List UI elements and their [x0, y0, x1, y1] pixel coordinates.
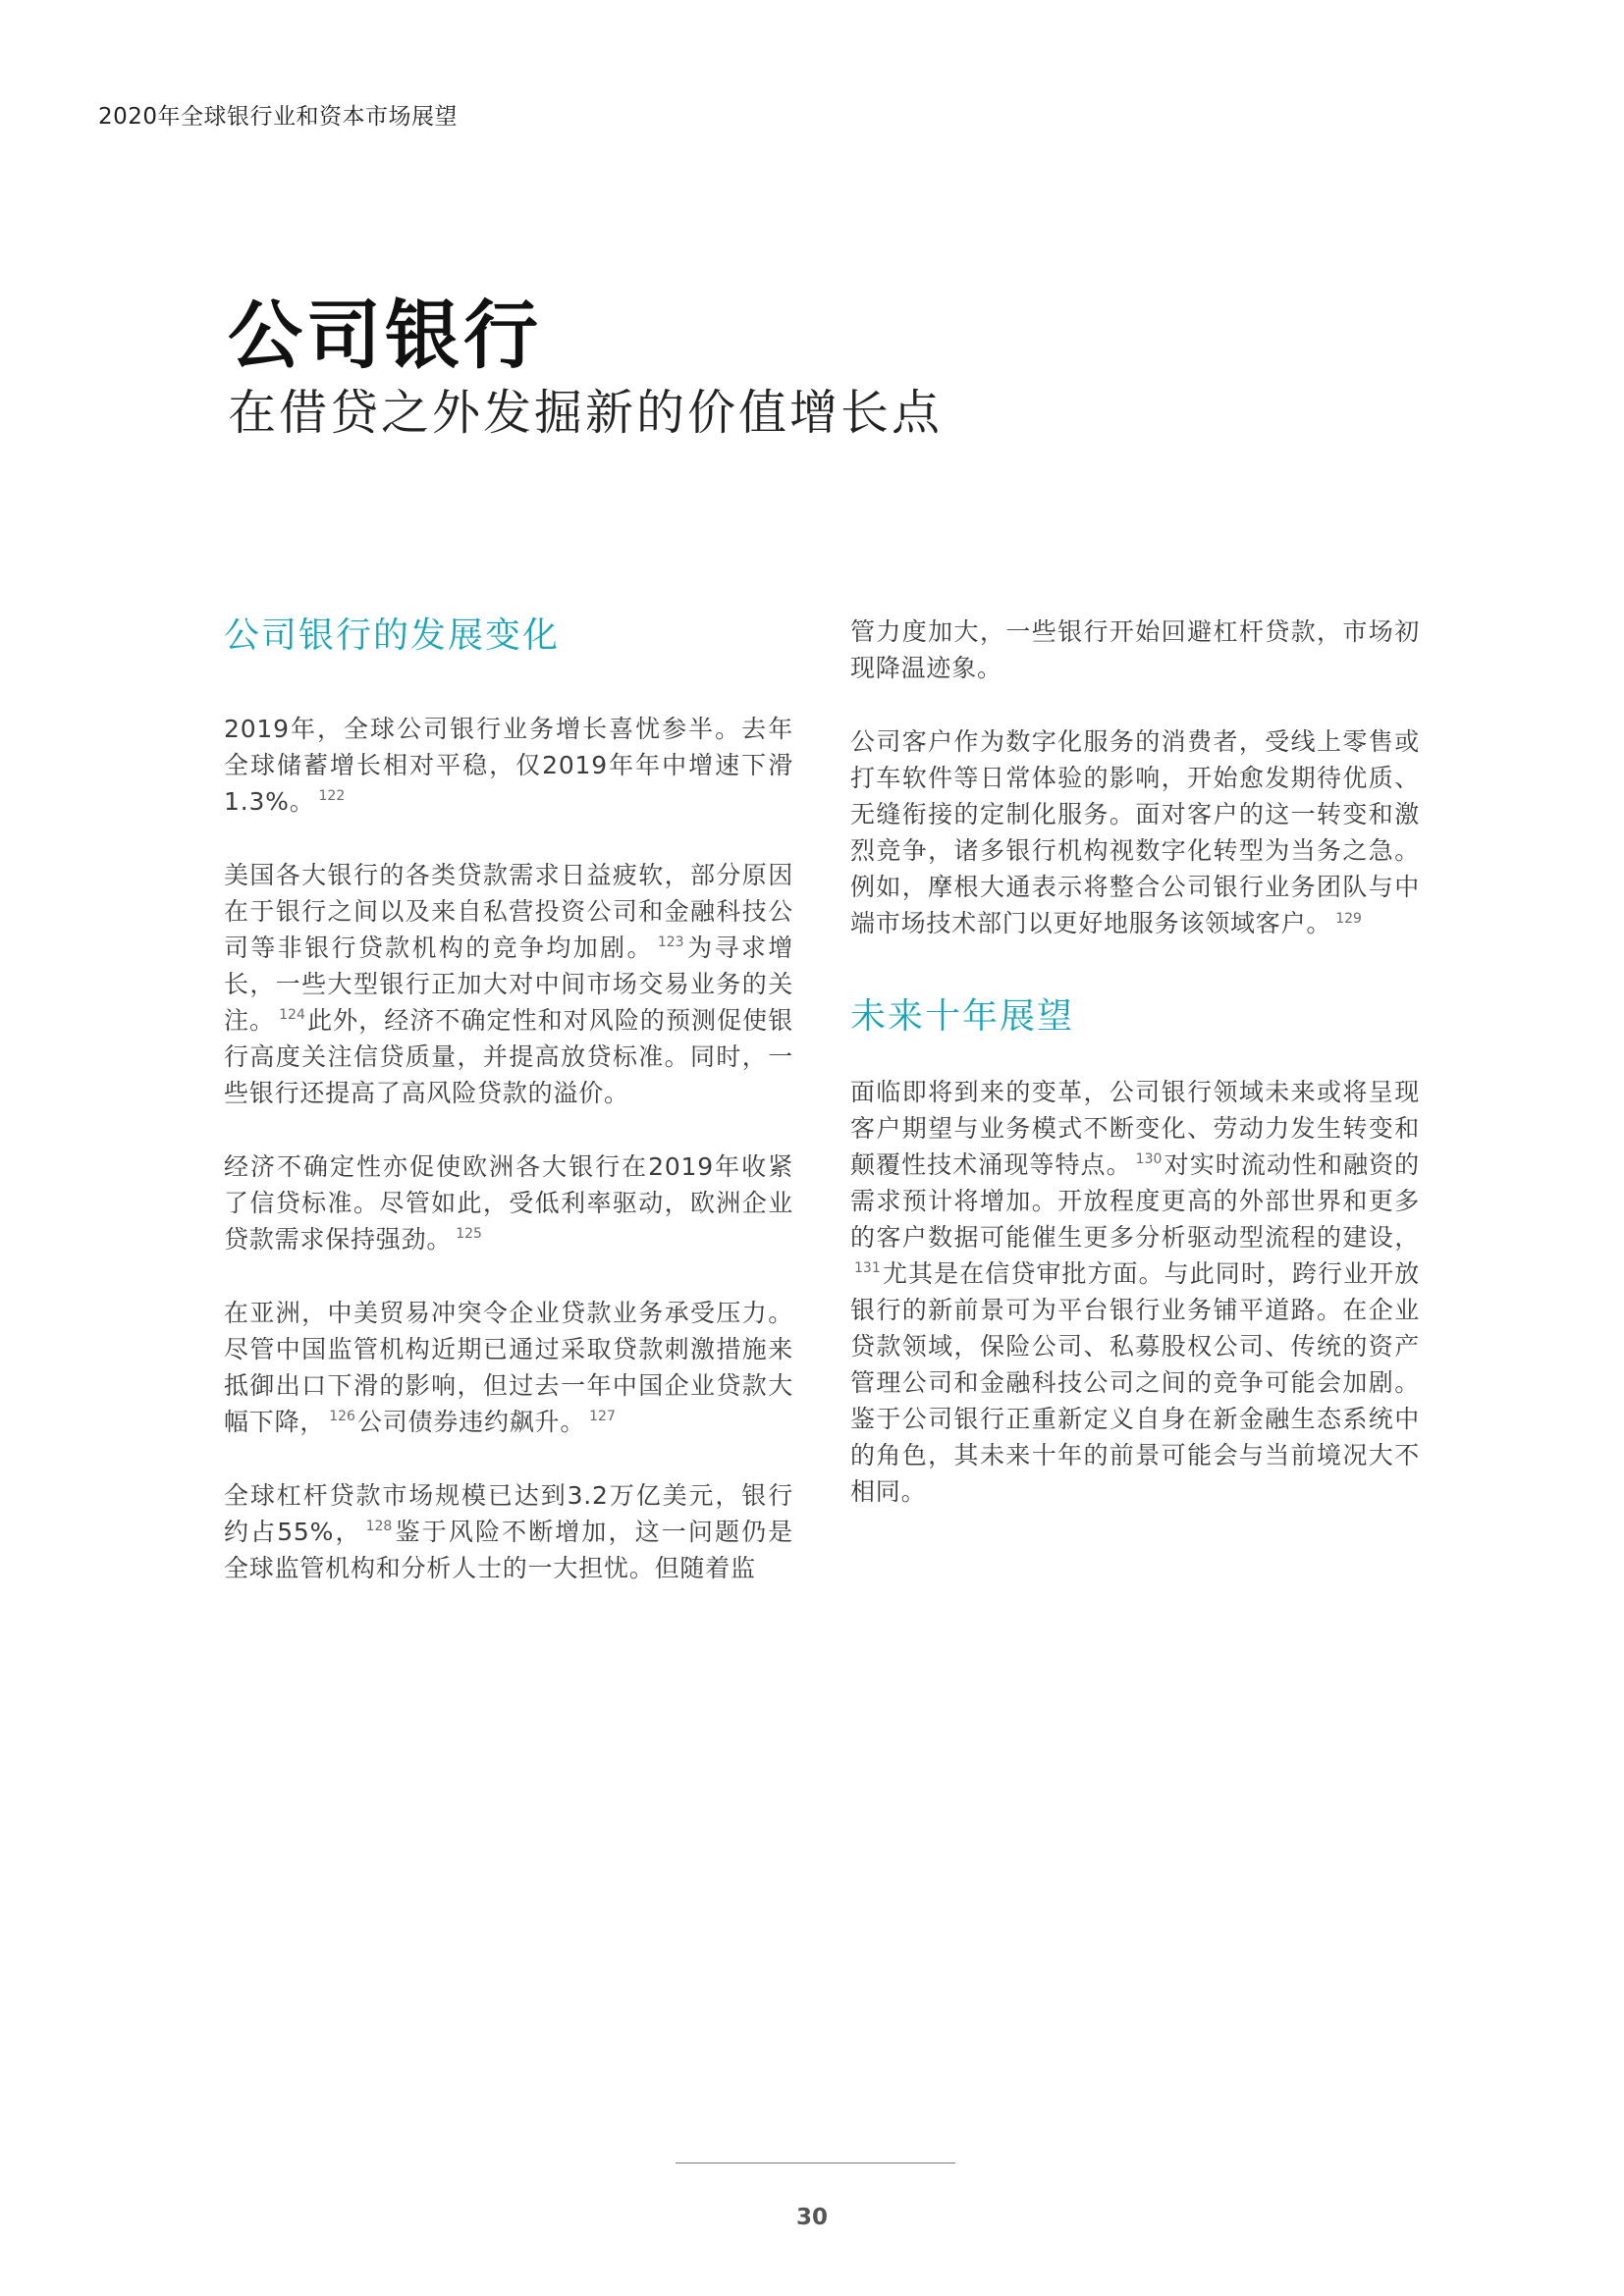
- paragraph: [224, 711, 793, 820]
- footnote-ref: 123: [657, 934, 684, 951]
- paragraph: [850, 1074, 1420, 1510]
- paragraph-text: 面临即将到来的变革，公司银行领域未来或将呈现客户期望与业务模式不断变化、劳动力发生转变和颠覆性技术涌现等特点。: [850, 1077, 1420, 1179]
- page-number: 30: [795, 2205, 828, 2230]
- paragraph: [850, 614, 1420, 686]
- title-block: [228, 294, 943, 442]
- paragraph-text: 经济不确定性亦促使欧洲各大银行在2019年收紧了信贷标准。尽管如此，受低利率驱动，欧洲企业贷款需求保持强劲。: [224, 1151, 793, 1254]
- footnote-ref: 124: [279, 1007, 305, 1024]
- running-header: 2020年全球银行业和资本市场展望: [98, 104, 459, 130]
- footnote-ref: 126: [329, 1409, 355, 1425]
- paragraph-text: 公司客户作为数字化服务的消费者，受线上零售或打车软件等日常体验的影响，开始愈发期待优质、无缝衔接的定制化服务。面对客户的这一转变和激烈竞争，诸多银行机构视数字化转型为当务之急。例如，摩根大通表示将整合公司银行业务团队与中端市场技术部门以更好地服务该领域客户。: [850, 727, 1420, 937]
- paragraph: [224, 1295, 793, 1440]
- right-column: [850, 614, 1420, 1547]
- paragraph-text: 2019年，全球公司银行业务增长喜忧参半。去年全球储蓄增长相对平稳，仅2019年年中增速下滑1.3%。: [224, 714, 793, 816]
- paragraph-text: 此外，经济不确定性和对风险的预测促使银行高度关注信贷质量，并提高放贷标准。同时，一些银行还提高了高风险贷款的溢价。: [224, 1005, 793, 1107]
- footnote-ref: 129: [1335, 910, 1362, 927]
- paragraph-text: 公司债券违约飙升。: [356, 1407, 586, 1436]
- page-title: 公司银行: [228, 292, 542, 379]
- paragraph-text: 在亚洲，中美贸易冲突令企业贷款业务承受压力。尽管中国监管机构近期已通过采取贷款刺激措施来抵御出口下滑的影响，但过去一年中国企业贷款大幅下降，: [224, 1298, 793, 1436]
- section-heading-corporate-banking-changes: 公司银行的发展变化: [224, 615, 561, 656]
- footnote-ref: 130: [1135, 1151, 1163, 1168]
- paragraph-text: 鉴于风险不断增加，这一问题仍是全球监管机构和分析人士的一大担忧。但随着监: [224, 1517, 793, 1582]
- left-column: [224, 614, 793, 1624]
- paragraph-text: 尤其是在信贷审批方面。与此同时，跨行业开放银行的新前景可为平台银行业务铺平道路。在企业贷款领域，保险公司、私募股权公司、传统的资产管理公司和金融科技公司之间的竞争可能会加剧。鉴于公司银行正重新定义自身在新金融生态系统中的角色，其未来十年的前景可能会与当前境况大不相同。: [850, 1258, 1420, 1506]
- paragraph-text: 对实时流动性和融资的需求预计将增加。开放程度更高的外部世界和更多的客户数据可能催生更多分析驱动型流程的建设，: [850, 1149, 1420, 1252]
- footnote-ref: 127: [589, 1409, 616, 1425]
- paragraph: [224, 1148, 793, 1257]
- paragraph: [224, 1477, 793, 1586]
- footnote-ref: 125: [456, 1226, 482, 1243]
- section-heading-next-decade-outlook: 未来十年展望: [850, 996, 1075, 1037]
- page-subtitle: 在借贷之外发掘新的价值增长点: [228, 384, 944, 441]
- footnote-ref: 122: [318, 788, 346, 805]
- paragraph-text: 美国各大银行的各类贷款需求日益疲软，部分原因在于银行之间以及来自私营投资公司和金融科技公司等非银行贷款机构的竞争均加剧。: [224, 860, 793, 962]
- paragraph-text: 全球杠杆贷款市场规模已达到3.2万亿美元，银行约占55%，: [224, 1480, 793, 1546]
- footnote-ref: 131: [854, 1260, 881, 1277]
- paragraph-text: 管力度加大，一些银行开始回避杠杆贷款，市场初现降温迹象。: [850, 617, 1420, 682]
- paragraph: [224, 857, 793, 1111]
- paragraph-text: 为寻求增长，一些大型银行正加大对中间市场交易业务的关注。: [224, 933, 793, 1035]
- paragraph: [850, 723, 1420, 941]
- footnote-ref: 128: [365, 1519, 393, 1535]
